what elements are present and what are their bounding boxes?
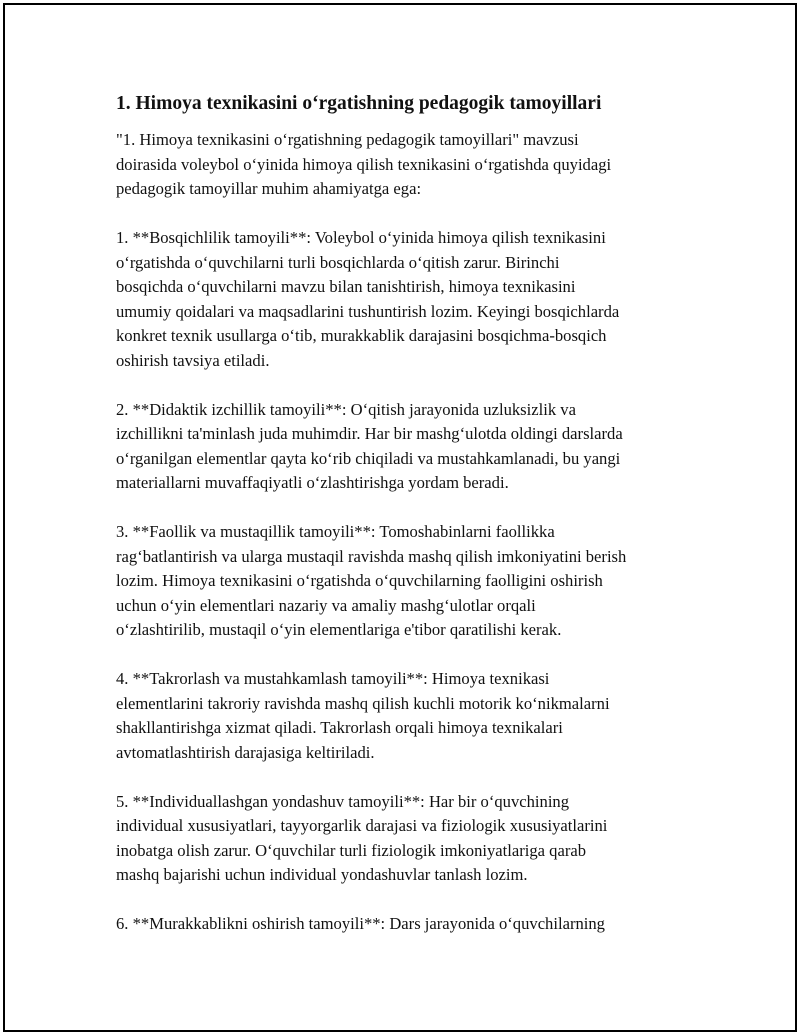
paragraph-gap [116, 765, 696, 790]
paragraph-gap [116, 373, 696, 398]
paragraph-gap [116, 643, 696, 668]
document-body [116, 92, 696, 937]
paragraph-gap [116, 496, 696, 521]
intro-paragraph: "1. Himoya texnikasini o‘rgatishning pedagogik tamoyillari" mavzusi doirasida voleybol o‘yinida himoya qilish texnikasini o‘rgatishda quyidagi pedagogik tamoyillar muhim ahamiyatga ega: [116, 130, 612, 198]
principle-paragraph-5: 5. **Individuallashgan yondashuv tamoyili**: Har bir o‘quvchining individual xususiyatlari, tayyorgarlik darajasi va fiziologik xususiyatlarini inobatga olish zarur. O‘quvchilar turli fiziologik imkoniyatlariga qarab mashq bajarishi uchun individual yondashuvlar tanlash lozim. [116, 791, 608, 884]
principle-paragraph-2: 2. **Didaktik izchillik tamoyili**: O‘qitish jarayonida uzluksizlik va izchillikni ta'minlash juda muhimdir. Har bir mashg‘ulotda oldingi darslarda o‘rganilgan elementlar qayta ko‘rib chiqiladi va mustahkamlanadi, bu yangi materiallarni muvaffaqiyatli o‘zlashtirishga yordam beradi. [116, 399, 623, 492]
paragraph-gap [116, 888, 696, 913]
principle-paragraph-3: 3. **Faollik va mustaqillik tamoyili**: Tomoshabinlarni faollikka rag‘batlantirish va ularga mustaqil ravishda mashq qilish imkoniyatini berish lozim. Himoya texnikasini o‘rgatishda o‘quvchilarning faolligini oshirish uchun o‘yin elementlari nazariy va amaliy mashg‘ulotlar orqali o‘zlashtirilib, mustaqil o‘yin elementlariga e'tibor qaratilishi kerak. [116, 522, 627, 639]
paragraph-gap [116, 202, 696, 227]
document-title: 1. Himoya texnikasini o‘rgatishning pedagogik tamoyillari [116, 93, 602, 114]
principle-paragraph-1: 1. **Bosqichlilik tamoyili**: Voleybol o‘yinida himoya qilish texnikasini o‘rgatishda o‘quvchilarni turli bosqichlarda o‘qitish zarur. Birinchi bosqichda o‘quvchilarni mavzu bilan tanishtirish, himoya texnikasini umumiy qoidalari va maqsadlarini tushuntirish lozim. Keyingi bosqichlarda konkret texnik usullarga o‘tib, murakkablik darajasini bosqichma-bosqich oshirish tavsiya etiladi. [116, 228, 620, 370]
principle-paragraph-6: 6. **Murakkablikni oshirish tamoyili**: Dars jarayonida o‘quvchilarning [116, 914, 605, 933]
principle-paragraph-4: 4. **Takrorlash va mustahkamlash tamoyili**: Himoya texnikasi elementlarini takroriy ravishda mashq qilish kuchli motorik ko‘nikmalarni shakllantirishga xizmat qiladi. Takrorlash orqali himoya texnikalari avtomatlashtirish darajasiga keltiriladi. [116, 669, 610, 762]
